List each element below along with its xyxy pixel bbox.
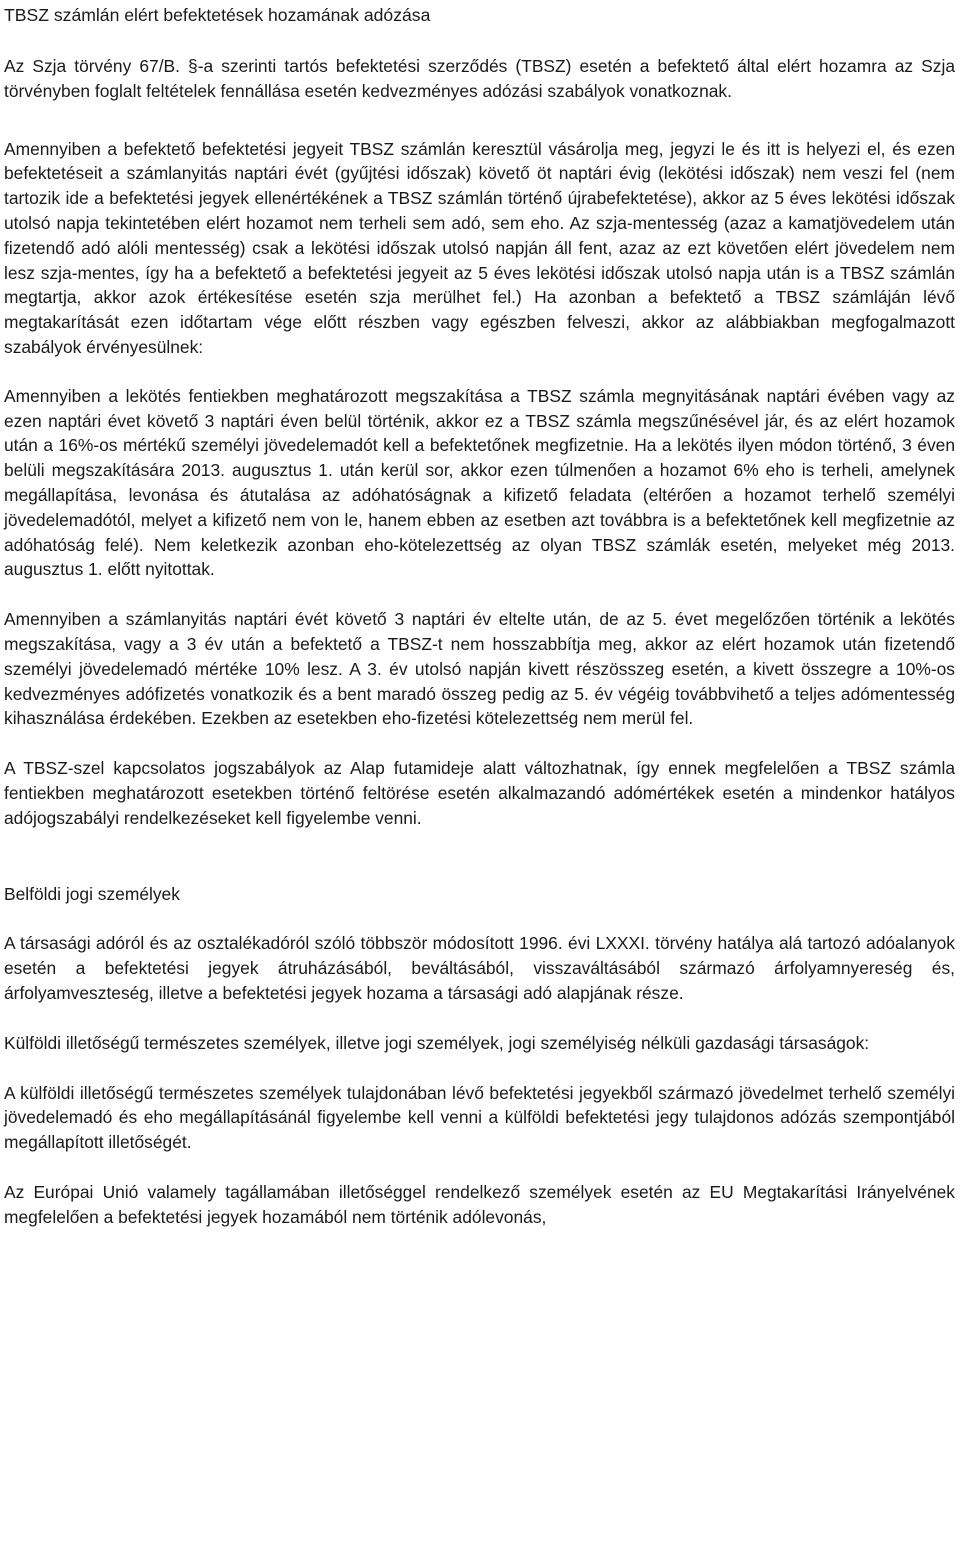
after-three-years-paragraph: Amennyiben a számlanyitás naptári évét követő 3 naptári év eltelte után, de az 5. évet megelőzően történik a lekötés megszakítása, vagy a 3 év után a befektető a TBSZ-t nem hosszabbítja meg, akkor az elért hozamok után fizetendő személyi jövedelemadó mértéke 10% lesz. A 3. év utolsó napján kivett részösszeg esetén, a kivett összegre a 10%-os kedvezményes adófizetés vonatkozik és a bent maradó összeg pedig az 5. év végéig továbbvihető a teljes adómentesség kihasználása érdekében. Ezekben az esetekben eho-fizetési kötelezettség nem merül fel. <box>4 609 955 729</box>
document-page <box>4 0 955 1229</box>
tbsz-holding-paragraph: Amennyiben a befektető befektetési jegyeit TBSZ számlán keresztül vásárolja meg, jegyzi le és itt is helyezi el, és ezen befektetéseit a számlanyitás naptári évét (gyűjtési időszak) követő öt naptári évig (lekötési időszak) nem veszi fel (nem tartozik ide a befektetési jegyek ellenértékének a TBSZ számlán történő újrabefektetése), akkor az 5 éves lekötési időszak utolsó napja tekintetében elért hozamot nem terheli sem adó, sem eho. Az szja-mentesség (azaz a kamatjövedelem után fizetendő adó alóli mentesség) csak a lekötési időszak utolsó napján áll fent, azaz az ezt követően elért jövedelem nem lesz szja-mentes, így ha a befektető a befektetési jegyeit az 5 éves lekötési időszak utolsó napja után is a TBSZ számlán megtartja, akkor azok értékesítése esetén szja merülhet fel.) Ha azonban a befektető a TBSZ számláján lévő megtakarítását ezen időtartam vége előtt részben vagy egészben felveszi, akkor az alábbiakban megfogalmazott szabályok érvényesülnek: <box>4 138 955 357</box>
eu-savings-directive-paragraph: Az Európai Unió valamely tagállamában illetőséggel rendelkező személyek esetén az EU Megtakarítási Irányelvének megfelelően a befektetési jegyek hozamából nem történik adólevonás, <box>4 1181 955 1227</box>
early-withdrawal-paragraph: Amennyiben a lekötés fentiekben meghatározott megszakítása a TBSZ számla megnyitásának naptári évében vagy az ezen naptári évet követő 3 naptári éven belül történik, akkor ez a TBSZ számla megszűnésével jár, és az elért hozamok után a 16%-os mértékű személyi jövedelemadót kell a befektetőnek megfizetnie. Ha a lekötés ilyen módon történő, 3 éven belüli megszakítására 2013. augusztus 1. után kerül sor, akkor ezen túlmenően a hozamot 6% eho is terheli, amelynek megállapítása, levonása és átutalása az adóhatóságnak a kifizető feladata (eltérően a hozamot terhelő személyi jövedelemadótól, melyet a kifizető nem von le, hanem ebben az esetben azt továbbra is a befektetőnek kell megfizetnie az adóhatóság felé). Nem keletkezik azonban eho-kötelezettség az olyan TBSZ számlák esetén, melyeket még 2013. augusztus 1. előtt nyitottak. <box>4 385 955 580</box>
intro-paragraph: Az Szja törvény 67/B. §-a szerinti tartós befektetési szerződés (TBSZ) esetén a befektető által elért hozamra az Szja törvényben foglalt feltételek fennállása esetén kedvezményes adózási szabályok vonatkoznak. <box>4 56 955 101</box>
foreign-individuals-paragraph: A külföldi illetőségű természetes személyek tulajdonában lévő befektetési jegyekből származó jövedelmet terhelő személyi jövedelemadó és eho megállapításánál figyelembe kell venni a külföldi befektetési jegy tulajdonos adózás szempontjából megállapított illetőségét. <box>4 1082 955 1153</box>
foreign-residents-heading-paragraph: Külföldi illetőségű természetes személyek, illetve jogi személyek, jogi személyiség nélküli gazdasági társaságok: <box>4 1032 870 1053</box>
corporate-tax-paragraph: A társasági adóról és az osztalékadóról szóló többször módosított 1996. évi LXXXI. törvény hatálya alá tartozó adóalanyok esetén a befektetési jegyek átruházásából, beváltásából, visszaváltásából származó árfolyamnyereség és, árfolyamveszteség, illetve a befektetési jegyek hozama a társasági adó alapjának része. <box>4 933 955 1003</box>
legislation-change-paragraph: A TBSZ-szel kapcsolatos jogszabályok az Alap futamideje alatt változhatnak, így ennek megfelelően a TBSZ számla fentiekben meghatározott esetekben történő feltörése esetén alkalmazandó adómértékek esetén a mindenkor hatályos adójogszabályi rendelkezéseket kell figyelembe venni. <box>4 758 955 828</box>
document-title: TBSZ számlán elért befektetések hozamának adózása <box>4 5 431 25</box>
domestic-legal-entities-heading: Belföldi jogi személyek <box>4 883 180 904</box>
